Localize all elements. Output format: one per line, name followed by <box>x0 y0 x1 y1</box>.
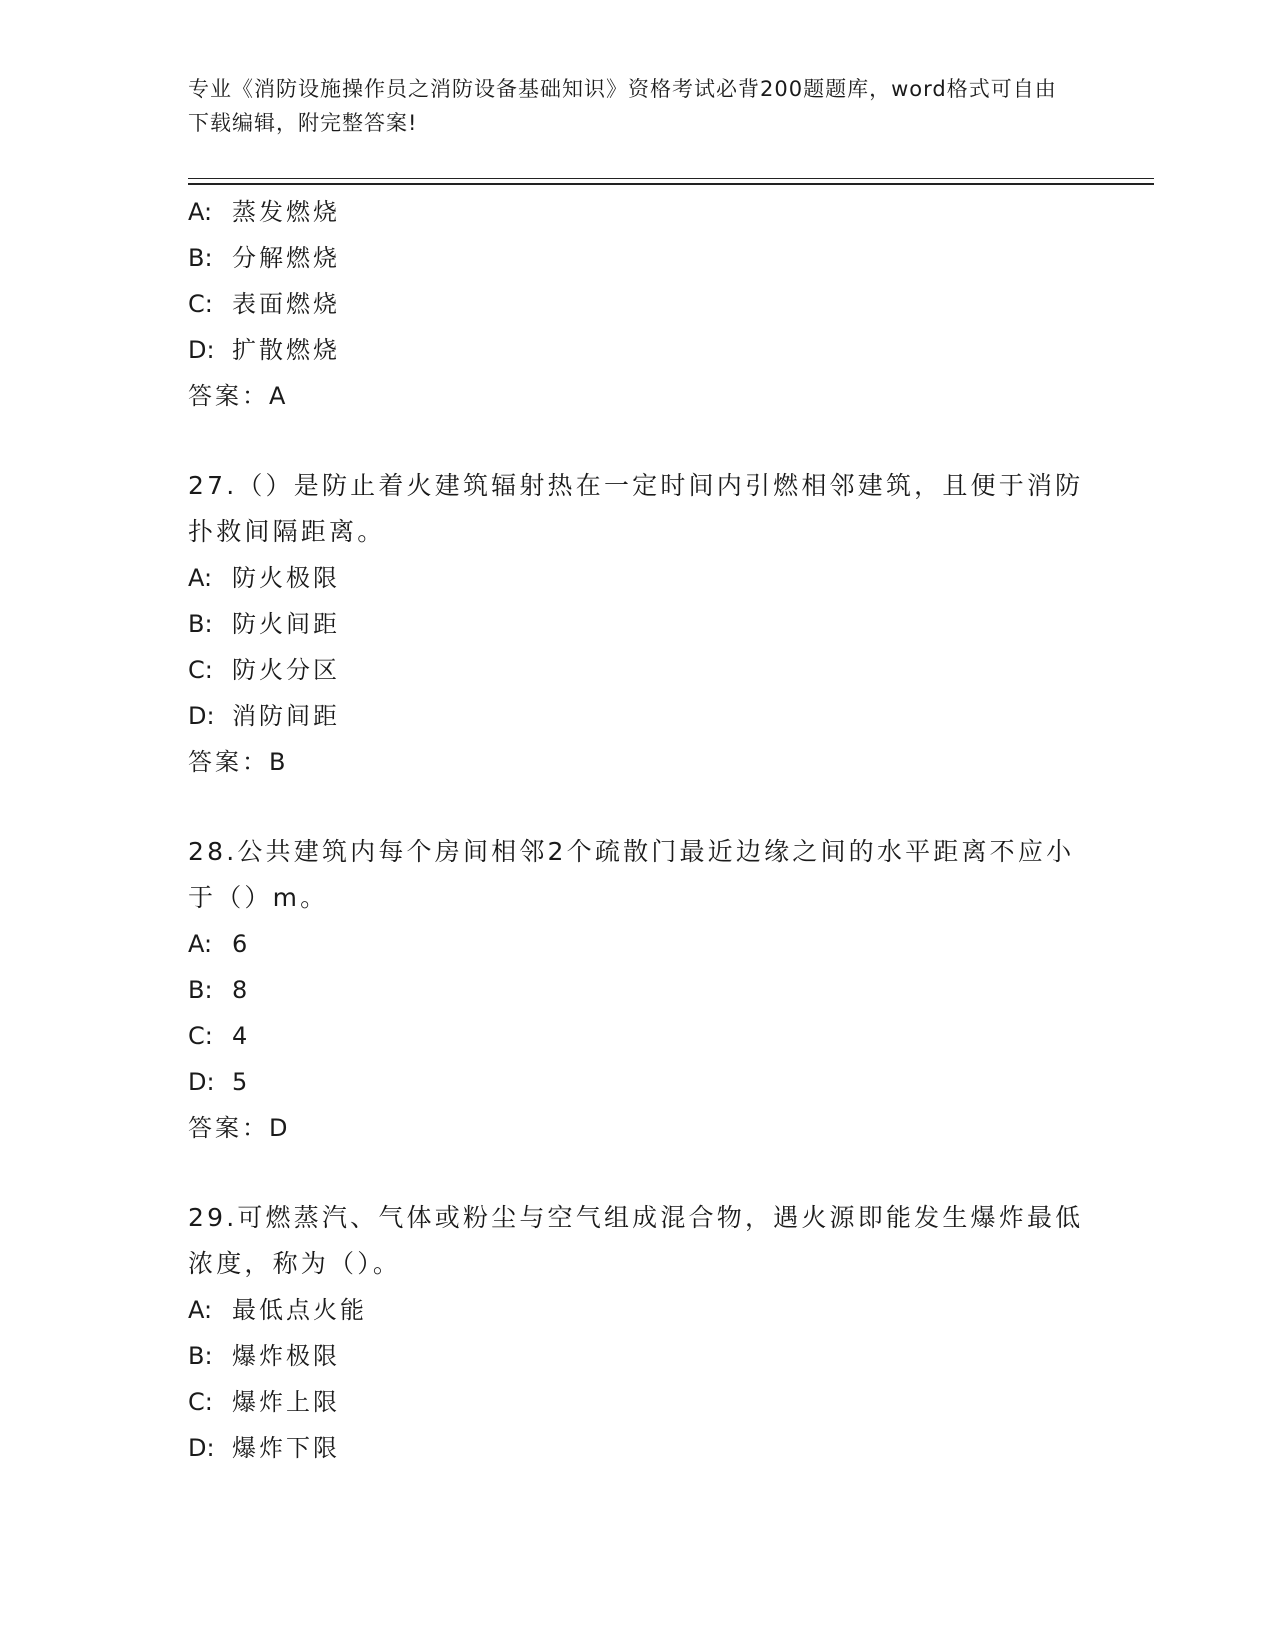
option-text: 分解燃烧 <box>232 244 340 272</box>
option-text: 表面燃烧 <box>232 290 340 318</box>
option-a <box>188 1287 1088 1333</box>
option-c <box>188 281 1088 327</box>
option-letter: A: <box>188 564 213 592</box>
option-c <box>188 1379 1088 1425</box>
option-text: 爆炸极限 <box>232 1342 340 1370</box>
option-c <box>188 1013 1088 1059</box>
question-list <box>188 189 1088 1471</box>
option-letter: A: <box>188 930 213 958</box>
option-text: 6 <box>232 930 251 958</box>
option-letter: B: <box>188 976 213 1004</box>
question-block <box>188 1195 1088 1471</box>
answer-label: 答案： <box>188 1114 269 1142</box>
answer-value: D <box>269 1114 289 1142</box>
option-letter: A: <box>188 1296 213 1324</box>
answer-value: B <box>269 748 287 776</box>
header-rule-thick <box>188 183 1154 185</box>
answer-line <box>188 739 1088 785</box>
option-d <box>188 1059 1088 1105</box>
question-text: 27.（）是防止着火建筑辐射热在一定时间内引燃相邻建筑，且便于消防扑救间隔距离。 <box>188 471 1084 546</box>
option-text: 防火间距 <box>232 610 340 638</box>
option-text: 防火分区 <box>232 656 340 684</box>
answer-label: 答案： <box>188 382 269 410</box>
answer-label: 答案： <box>188 748 269 776</box>
question-block <box>188 829 1088 1151</box>
option-letter: D: <box>188 336 215 364</box>
option-text: 最低点火能 <box>232 1296 367 1324</box>
option-text: 蒸发燃烧 <box>232 198 340 226</box>
option-text: 5 <box>232 1068 251 1096</box>
answer-line <box>188 373 1088 419</box>
option-text: 防火极限 <box>232 564 340 592</box>
option-a <box>188 555 1088 601</box>
option-letter: B: <box>188 610 213 638</box>
option-letter: D: <box>188 1434 215 1462</box>
option-d <box>188 1425 1088 1471</box>
question-block <box>188 189 1088 419</box>
option-b <box>188 601 1088 647</box>
option-letter: A: <box>188 198 213 226</box>
header-rule-thin <box>188 178 1154 179</box>
question-text: 28.公共建筑内每个房间相邻2个疏散门最近边缘之间的水平距离不应小于（）m。 <box>188 837 1075 912</box>
option-text: 消防间距 <box>232 702 340 730</box>
option-b <box>188 967 1088 1013</box>
option-text: 爆炸上限 <box>232 1388 340 1416</box>
option-letter: C: <box>188 290 213 318</box>
option-a <box>188 189 1088 235</box>
option-d <box>188 693 1088 739</box>
option-letter: C: <box>188 1022 213 1050</box>
option-c <box>188 647 1088 693</box>
option-text: 爆炸下限 <box>232 1434 340 1462</box>
option-letter: C: <box>188 1388 213 1416</box>
option-text: 4 <box>232 1022 251 1050</box>
answer-line <box>188 1105 1088 1151</box>
answer-value: A <box>269 382 287 410</box>
option-letter: D: <box>188 702 215 730</box>
question-block <box>188 463 1088 785</box>
option-letter: B: <box>188 244 213 272</box>
option-a <box>188 921 1088 967</box>
option-letter: D: <box>188 1068 215 1096</box>
option-letter: B: <box>188 1342 213 1370</box>
document-header: 专业《消防设施操作员之消防设备基础知识》资格考试必背200题题库，word格式可自由下载编辑，附完整答案! <box>188 77 1057 135</box>
option-letter: C: <box>188 656 213 684</box>
option-b <box>188 1333 1088 1379</box>
question-text: 29.可燃蒸汽、气体或粉尘与空气组成混合物，遇火源即能发生爆炸最低浓度，称为（）。 <box>188 1203 1084 1278</box>
option-text: 扩散燃烧 <box>232 336 340 364</box>
option-d <box>188 327 1088 373</box>
option-b <box>188 235 1088 281</box>
option-text: 8 <box>232 976 251 1004</box>
